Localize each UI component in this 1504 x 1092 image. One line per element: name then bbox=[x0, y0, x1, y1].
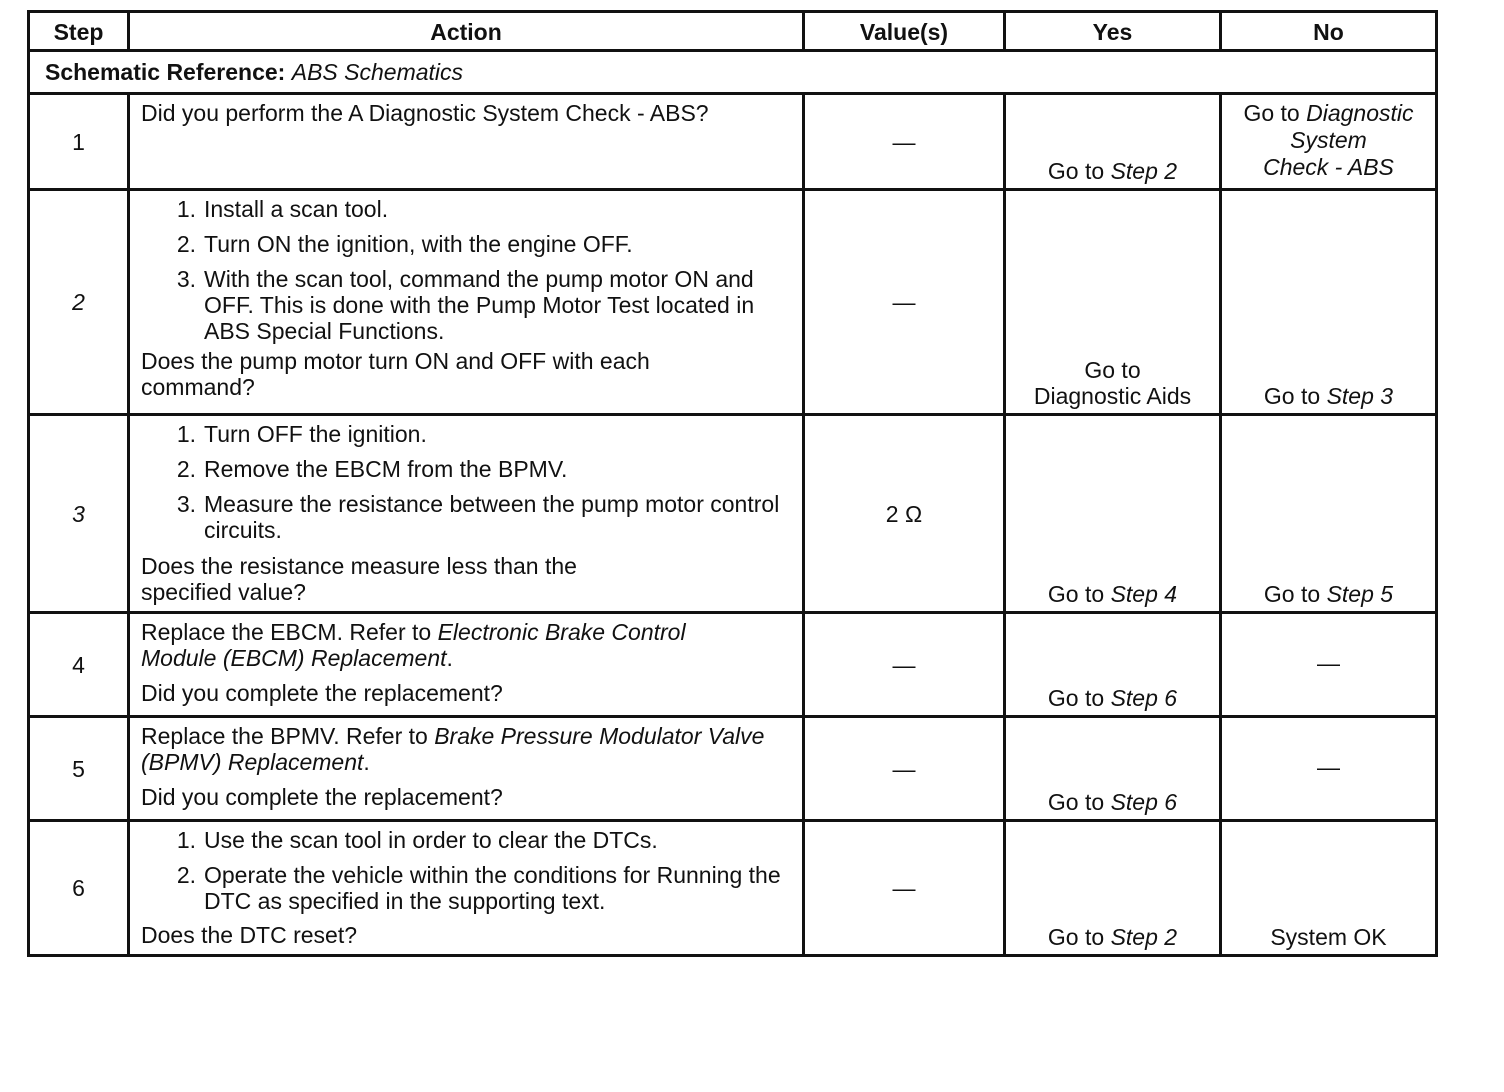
no-link-part2[interactable]: System bbox=[1290, 127, 1367, 153]
yes-link[interactable]: Step 6 bbox=[1110, 789, 1178, 815]
schematic-label: Schematic Reference: bbox=[45, 59, 286, 85]
step-number: 3 bbox=[29, 415, 129, 613]
yes-cell bbox=[1005, 821, 1221, 956]
no-link[interactable]: Step 5 bbox=[1326, 581, 1394, 607]
action-cell bbox=[129, 613, 804, 717]
no-link[interactable]: Step 3 bbox=[1326, 383, 1394, 409]
diagnostic-table bbox=[27, 10, 1438, 957]
refer-link[interactable]: Electronic Brake Control Module (EBCM) Replacement bbox=[141, 619, 686, 671]
yes-cell bbox=[1005, 613, 1221, 717]
step-number: 6 bbox=[29, 821, 129, 956]
action-steps bbox=[141, 196, 794, 344]
table-row bbox=[29, 613, 1437, 717]
schematic-link[interactable]: ABS Schematics bbox=[291, 59, 464, 85]
action-cell bbox=[129, 415, 804, 613]
yes-cell bbox=[1005, 717, 1221, 821]
yes-prefix: Go to bbox=[1047, 158, 1111, 184]
no-cell bbox=[1221, 190, 1437, 415]
action-steps bbox=[141, 421, 794, 543]
step-number: 5 bbox=[29, 717, 129, 821]
value-cell: — bbox=[804, 717, 1005, 821]
list-item: 1. Turn OFF the ignition. bbox=[176, 421, 427, 447]
no-prefix: Go to bbox=[1243, 100, 1307, 126]
step-number: 2 bbox=[29, 190, 129, 415]
action-refer: Replace the BPMV. Refer to Brake Pressure Modulator Valve (BPMV) Replacement. bbox=[141, 723, 765, 775]
action-cell bbox=[129, 190, 804, 415]
list-item: 3. With the scan tool, command the pump motor ON and OFF. This is done with the Pump Motor Test located in ABS Special Functions. bbox=[176, 266, 755, 344]
header-no: No bbox=[1221, 12, 1437, 51]
header-values: Value(s) bbox=[804, 12, 1005, 51]
value-cell: — bbox=[804, 190, 1005, 415]
yes-prefix: Go to bbox=[1047, 685, 1111, 711]
action-cell bbox=[129, 717, 804, 821]
no-prefix: Go to bbox=[1263, 383, 1327, 409]
action-question: Does the DTC reset? bbox=[141, 922, 358, 948]
header-action: Action bbox=[129, 12, 804, 51]
action-question: Did you perform the A Diagnostic System Check - ABS? bbox=[141, 100, 709, 126]
no-cell bbox=[1221, 415, 1437, 613]
table-row bbox=[29, 190, 1437, 415]
list-item: 1. Install a scan tool. bbox=[176, 196, 389, 222]
action-question: Does the resistance measure less than the specified value? bbox=[141, 553, 577, 605]
list-item: 2. Turn ON the ignition, with the engine OFF. bbox=[176, 231, 633, 257]
yes-line2[interactable]: Diagnostic Aids bbox=[1033, 383, 1192, 409]
yes-cell bbox=[1005, 415, 1221, 613]
action-cell bbox=[129, 821, 804, 956]
list-item: 1. Use the scan tool in order to clear the DTCs. bbox=[176, 827, 658, 853]
header-yes: Yes bbox=[1005, 12, 1221, 51]
yes-cell[interactable] bbox=[1005, 190, 1221, 415]
value-cell: — bbox=[804, 94, 1005, 190]
refer-prefix: Replace the EBCM. Refer to bbox=[141, 619, 438, 645]
action-question: Does the pump motor turn ON and OFF with each command? bbox=[141, 348, 650, 400]
action-steps bbox=[141, 827, 794, 914]
table-row bbox=[29, 821, 1437, 956]
yes-prefix: Go to bbox=[1047, 924, 1111, 950]
no-cell: System OK bbox=[1221, 821, 1437, 956]
refer-link[interactable]: Brake Pressure Modulator Valve (BPMV) Replacement bbox=[141, 723, 765, 775]
table-row bbox=[29, 94, 1437, 190]
yes-line1[interactable]: Go to bbox=[1084, 357, 1141, 383]
action-refer: Replace the EBCM. Refer to Electronic Brake Control Module (EBCM) Replacement. bbox=[141, 619, 686, 671]
header-row bbox=[29, 12, 1437, 51]
yes-link[interactable]: Step 4 bbox=[1110, 581, 1178, 607]
no-cell: — bbox=[1221, 717, 1437, 821]
yes-prefix: Go to bbox=[1047, 581, 1111, 607]
no-link-part3[interactable]: Check - ABS bbox=[1263, 154, 1394, 180]
table-row bbox=[29, 717, 1437, 821]
no-cell: — bbox=[1221, 613, 1437, 717]
list-item: 3. Measure the resistance between the pump motor control circuits. bbox=[176, 491, 780, 543]
value-cell: — bbox=[804, 613, 1005, 717]
list-item: 2. Operate the vehicle within the conditions for Running the DTC as specified in the supporting text. bbox=[176, 862, 781, 914]
value-cell: — bbox=[804, 821, 1005, 956]
no-prefix: Go to bbox=[1263, 581, 1327, 607]
no-cell bbox=[1221, 94, 1437, 190]
value-cell: 2 Ω bbox=[804, 415, 1005, 613]
yes-link[interactable]: Step 2 bbox=[1110, 924, 1178, 950]
step-number: 4 bbox=[29, 613, 129, 717]
action-question: Did you complete the replacement? bbox=[141, 680, 503, 706]
no-link-part1[interactable]: Diagnostic bbox=[1306, 100, 1414, 126]
table-row bbox=[29, 415, 1437, 613]
schematic-row bbox=[29, 51, 1437, 94]
yes-prefix: Go to bbox=[1047, 789, 1111, 815]
yes-link[interactable]: Step 6 bbox=[1110, 685, 1178, 711]
header-step: Step bbox=[29, 12, 129, 51]
action-question: Did you complete the replacement? bbox=[141, 784, 503, 810]
schematic-reference bbox=[29, 51, 1437, 94]
yes-link[interactable]: Step 2 bbox=[1110, 158, 1178, 184]
action-cell bbox=[129, 94, 804, 190]
refer-prefix: Replace the BPMV. Refer to bbox=[141, 723, 435, 749]
list-item: 2. Remove the EBCM from the BPMV. bbox=[176, 456, 568, 482]
yes-cell bbox=[1005, 94, 1221, 190]
step-number: 1 bbox=[29, 94, 129, 190]
